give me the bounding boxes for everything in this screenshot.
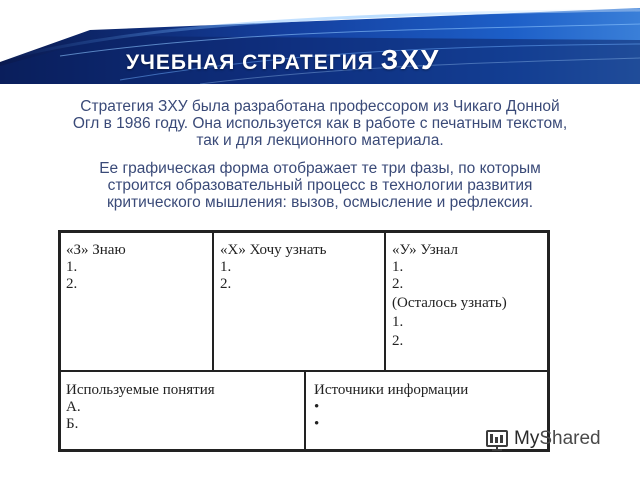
concepts-cell xyxy=(66,382,215,433)
watermark-suffix: Shared xyxy=(539,428,601,449)
concepts-item: Б. xyxy=(66,416,79,432)
zxu-table xyxy=(58,230,550,452)
want-header: «Х» Хочу узнать xyxy=(220,242,327,258)
intro-line: так и для лекционного материала. xyxy=(196,132,444,149)
know-item: 1. xyxy=(66,259,78,275)
learned-item: 1. xyxy=(392,259,404,275)
learned-column xyxy=(392,242,507,350)
remaining-item: 2. xyxy=(392,333,404,349)
title-main: УЧЕБНАЯ СТРАТЕГИЯ xyxy=(126,51,381,74)
myshared-watermark[interactable] xyxy=(484,424,601,454)
phases-paragraph xyxy=(20,160,620,211)
learned-header: «У» Узнал xyxy=(392,242,458,258)
want-column xyxy=(220,242,327,293)
want-item: 1. xyxy=(220,259,232,275)
page-title xyxy=(126,44,440,76)
know-item: 2. xyxy=(66,276,78,292)
know-column xyxy=(66,242,126,293)
phases-line: критического мышления: вызов, осмысление и рефлексия. xyxy=(106,194,534,211)
table-divider-col1 xyxy=(212,230,214,370)
title-abbr: ЗХУ xyxy=(380,44,441,75)
sources-header: Источники информации xyxy=(314,382,469,398)
concepts-item: А. xyxy=(66,399,81,415)
sources-cell xyxy=(314,382,468,433)
table-divider-col2 xyxy=(384,230,386,370)
phases-line: строится образовательный процесс в технологии развития xyxy=(107,177,533,194)
know-header: «З» Знаю xyxy=(66,242,126,258)
concepts-header: Используемые понятия xyxy=(66,382,215,398)
want-item: 2. xyxy=(220,276,232,292)
header-banner xyxy=(0,0,640,84)
remaining-item: 1. xyxy=(392,314,404,330)
intro-line: Стратегия ЗХУ была разработана профессором из Чикаго Донной xyxy=(80,98,560,115)
sources-item: • xyxy=(314,416,320,432)
intro-line: Огл в 1986 году. Она используется как в работе с печатным текстом, xyxy=(72,115,568,132)
intro-paragraph xyxy=(20,98,620,149)
myshared-logo-icon xyxy=(484,426,510,452)
watermark-prefix: My xyxy=(514,428,540,449)
sources-item: • xyxy=(314,399,320,415)
table-divider-bottom xyxy=(304,370,306,452)
remaining-header: (Осталось узнать) xyxy=(392,295,507,311)
phases-line: Ее графическая форма отображает те три фазы, по которым xyxy=(99,160,541,177)
learned-item: 2. xyxy=(392,276,404,292)
